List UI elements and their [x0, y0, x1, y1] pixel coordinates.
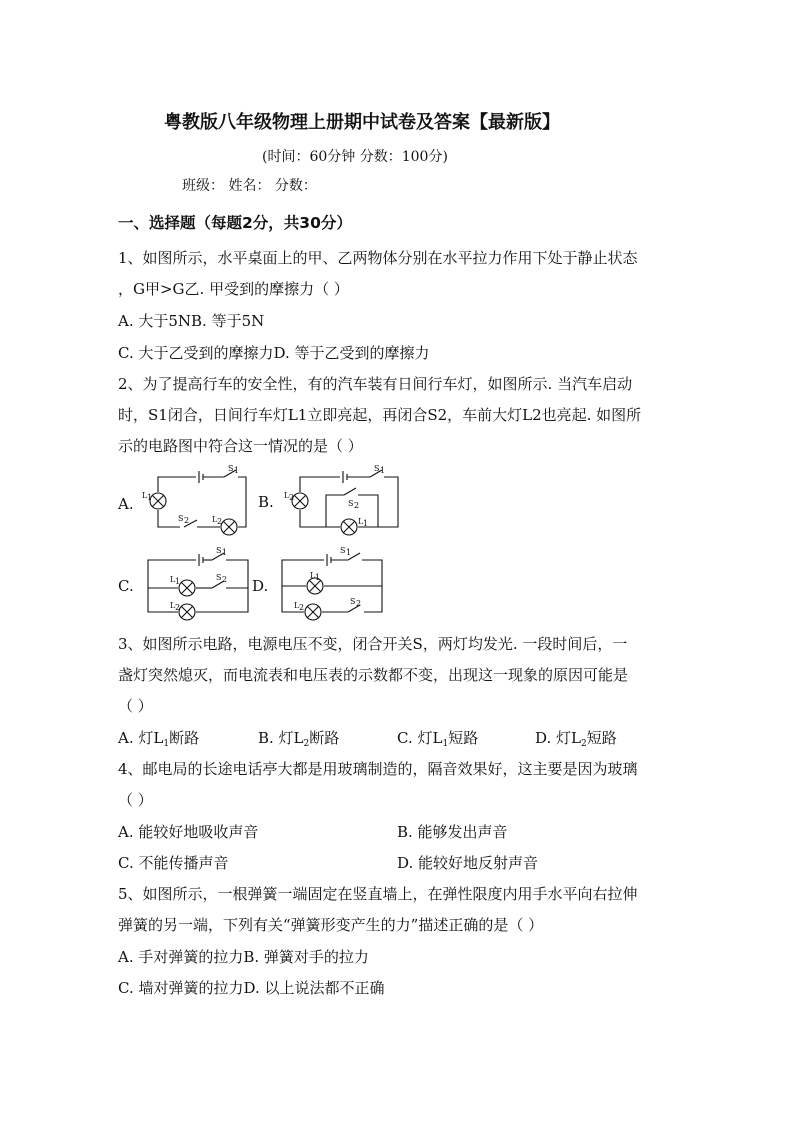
svg-text:S: S: [374, 464, 380, 473]
svg-text:1: 1: [363, 519, 369, 528]
q3-option-d: D. 灯$L_2$短路: [535, 729, 617, 749]
svg-text:L: L: [284, 491, 290, 500]
svg-text:S: S: [178, 514, 184, 523]
q2-option-d-label: D.: [252, 577, 269, 595]
q2-stem-line3: 示的电路图中符合这一情况的是（ ）: [118, 437, 363, 455]
svg-text:2: 2: [299, 603, 305, 612]
svg-text:1: 1: [175, 577, 181, 586]
q4-option-c: C. 不能传播声音: [118, 854, 229, 872]
label-s1: S: [228, 464, 234, 473]
q2-stem-line2: 时，S1闭合，日间行车灯L1立即亮起，再闭合S2，车前大灯L2也亮起. 如图所: [118, 406, 642, 424]
q1-options-ab: A. 大于5NB. 等于5N: [118, 312, 265, 330]
q2-option-c-label: C.: [118, 577, 134, 595]
q3-option-a: A. 灯$L_1$断路: [118, 729, 200, 749]
svg-text:S: S: [216, 573, 222, 582]
page-title: 粤教版八年级物理上册期中试卷及答案【最新版】: [164, 112, 560, 133]
q4-stem-line1: 4、邮电局的长途电话亭大都是用玻璃制造的，隔音效果好，这主要是因为玻璃: [118, 760, 638, 778]
q3-option-c: C. 灯$L_1$短路: [397, 729, 479, 749]
circuit-diagram-b: [282, 462, 402, 542]
svg-text:2: 2: [184, 516, 190, 525]
svg-text:2: 2: [175, 603, 181, 612]
q4-option-a: A. 能较好地吸收声音: [118, 823, 259, 841]
svg-text:L: L: [310, 571, 316, 580]
svg-text:S: S: [350, 597, 356, 606]
q1-stem-line2: ，G甲>G乙. 甲受到的摩擦力（ ）: [118, 280, 349, 298]
svg-text:L: L: [294, 601, 300, 610]
svg-text:L: L: [170, 601, 176, 610]
q2-option-a-label: A.: [118, 495, 134, 513]
q5-options-cd: C. 墙对弹簧的拉力D. 以上说法都不正确: [118, 979, 385, 997]
q1-options-cd: C. 大于乙受到的摩擦力D. 等于乙受到的摩擦力: [118, 344, 430, 362]
svg-text:2: 2: [356, 599, 362, 608]
circuit-diagram-d: [272, 546, 390, 622]
circuit-diagram-c: [140, 546, 255, 622]
circuit-diagram-a: [140, 462, 252, 542]
q1-stem-line1: 1、如图所示，水平桌面上的甲、乙两物体分别在水平拉力作用下处于静止状态: [118, 249, 638, 267]
svg-text:1: 1: [315, 573, 321, 582]
q3-stem-line1: 3、如图所示电路，电源电压不变，闭合开关S，两灯均发光. 一段时间后，一: [118, 635, 628, 653]
svg-text:2: 2: [222, 575, 228, 584]
svg-text:L: L: [212, 515, 218, 524]
q5-stem-line2: 弹簧的另一端，下列有关“弹簧形变产生的力”描述正确的是（ ）: [118, 916, 544, 934]
svg-text:1: 1: [346, 548, 352, 557]
svg-text:S: S: [340, 546, 346, 555]
svg-text:1: 1: [234, 466, 240, 475]
q4-option-b: B. 能够发出声音: [397, 823, 508, 841]
svg-text:1: 1: [222, 548, 228, 557]
svg-text:S: S: [348, 499, 354, 508]
q3-stem-line3: （ ）: [118, 697, 153, 715]
svg-text:L: L: [142, 491, 148, 500]
svg-text:L: L: [358, 517, 364, 526]
svg-text:1: 1: [380, 466, 386, 475]
q5-options-ab: A. 手对弹簧的拉力B. 弹簧对手的拉力: [118, 948, 369, 966]
svg-text:2: 2: [354, 501, 360, 510]
svg-text:1: 1: [147, 493, 153, 502]
q4-option-d: D. 能较好地反射声音: [397, 854, 539, 872]
svg-text:L: L: [170, 575, 176, 584]
q2-option-b-label: B.: [258, 493, 274, 511]
q3-stem-line2: 盏灯突然熄灭，而电流表和电压表的示数都不变，出现这一现象的原因可能是: [118, 666, 629, 684]
svg-text:S: S: [216, 546, 222, 555]
section-heading: 一、选择题（每题2分，共30分）: [118, 214, 352, 232]
class-name-score-line: 班级： 姓名： 分数：: [182, 178, 317, 194]
q2-stem-line1: 2、为了提高行车的安全性，有的汽车装有日间行车灯，如图所示. 当汽车启动: [118, 375, 633, 393]
svg-text:2: 2: [289, 493, 295, 502]
q3-option-b: B. 灯$L_2$断路: [258, 729, 340, 749]
q5-stem-line1: 5、如图所示，一根弹簧一端固定在竖直墙上，在弹性限度内用手水平向右拉伸: [118, 885, 638, 903]
svg-text:2: 2: [217, 517, 223, 526]
q4-stem-line2: （ ）: [118, 791, 153, 809]
time-score-line: (时间：60分钟 分数：100分): [262, 149, 448, 165]
